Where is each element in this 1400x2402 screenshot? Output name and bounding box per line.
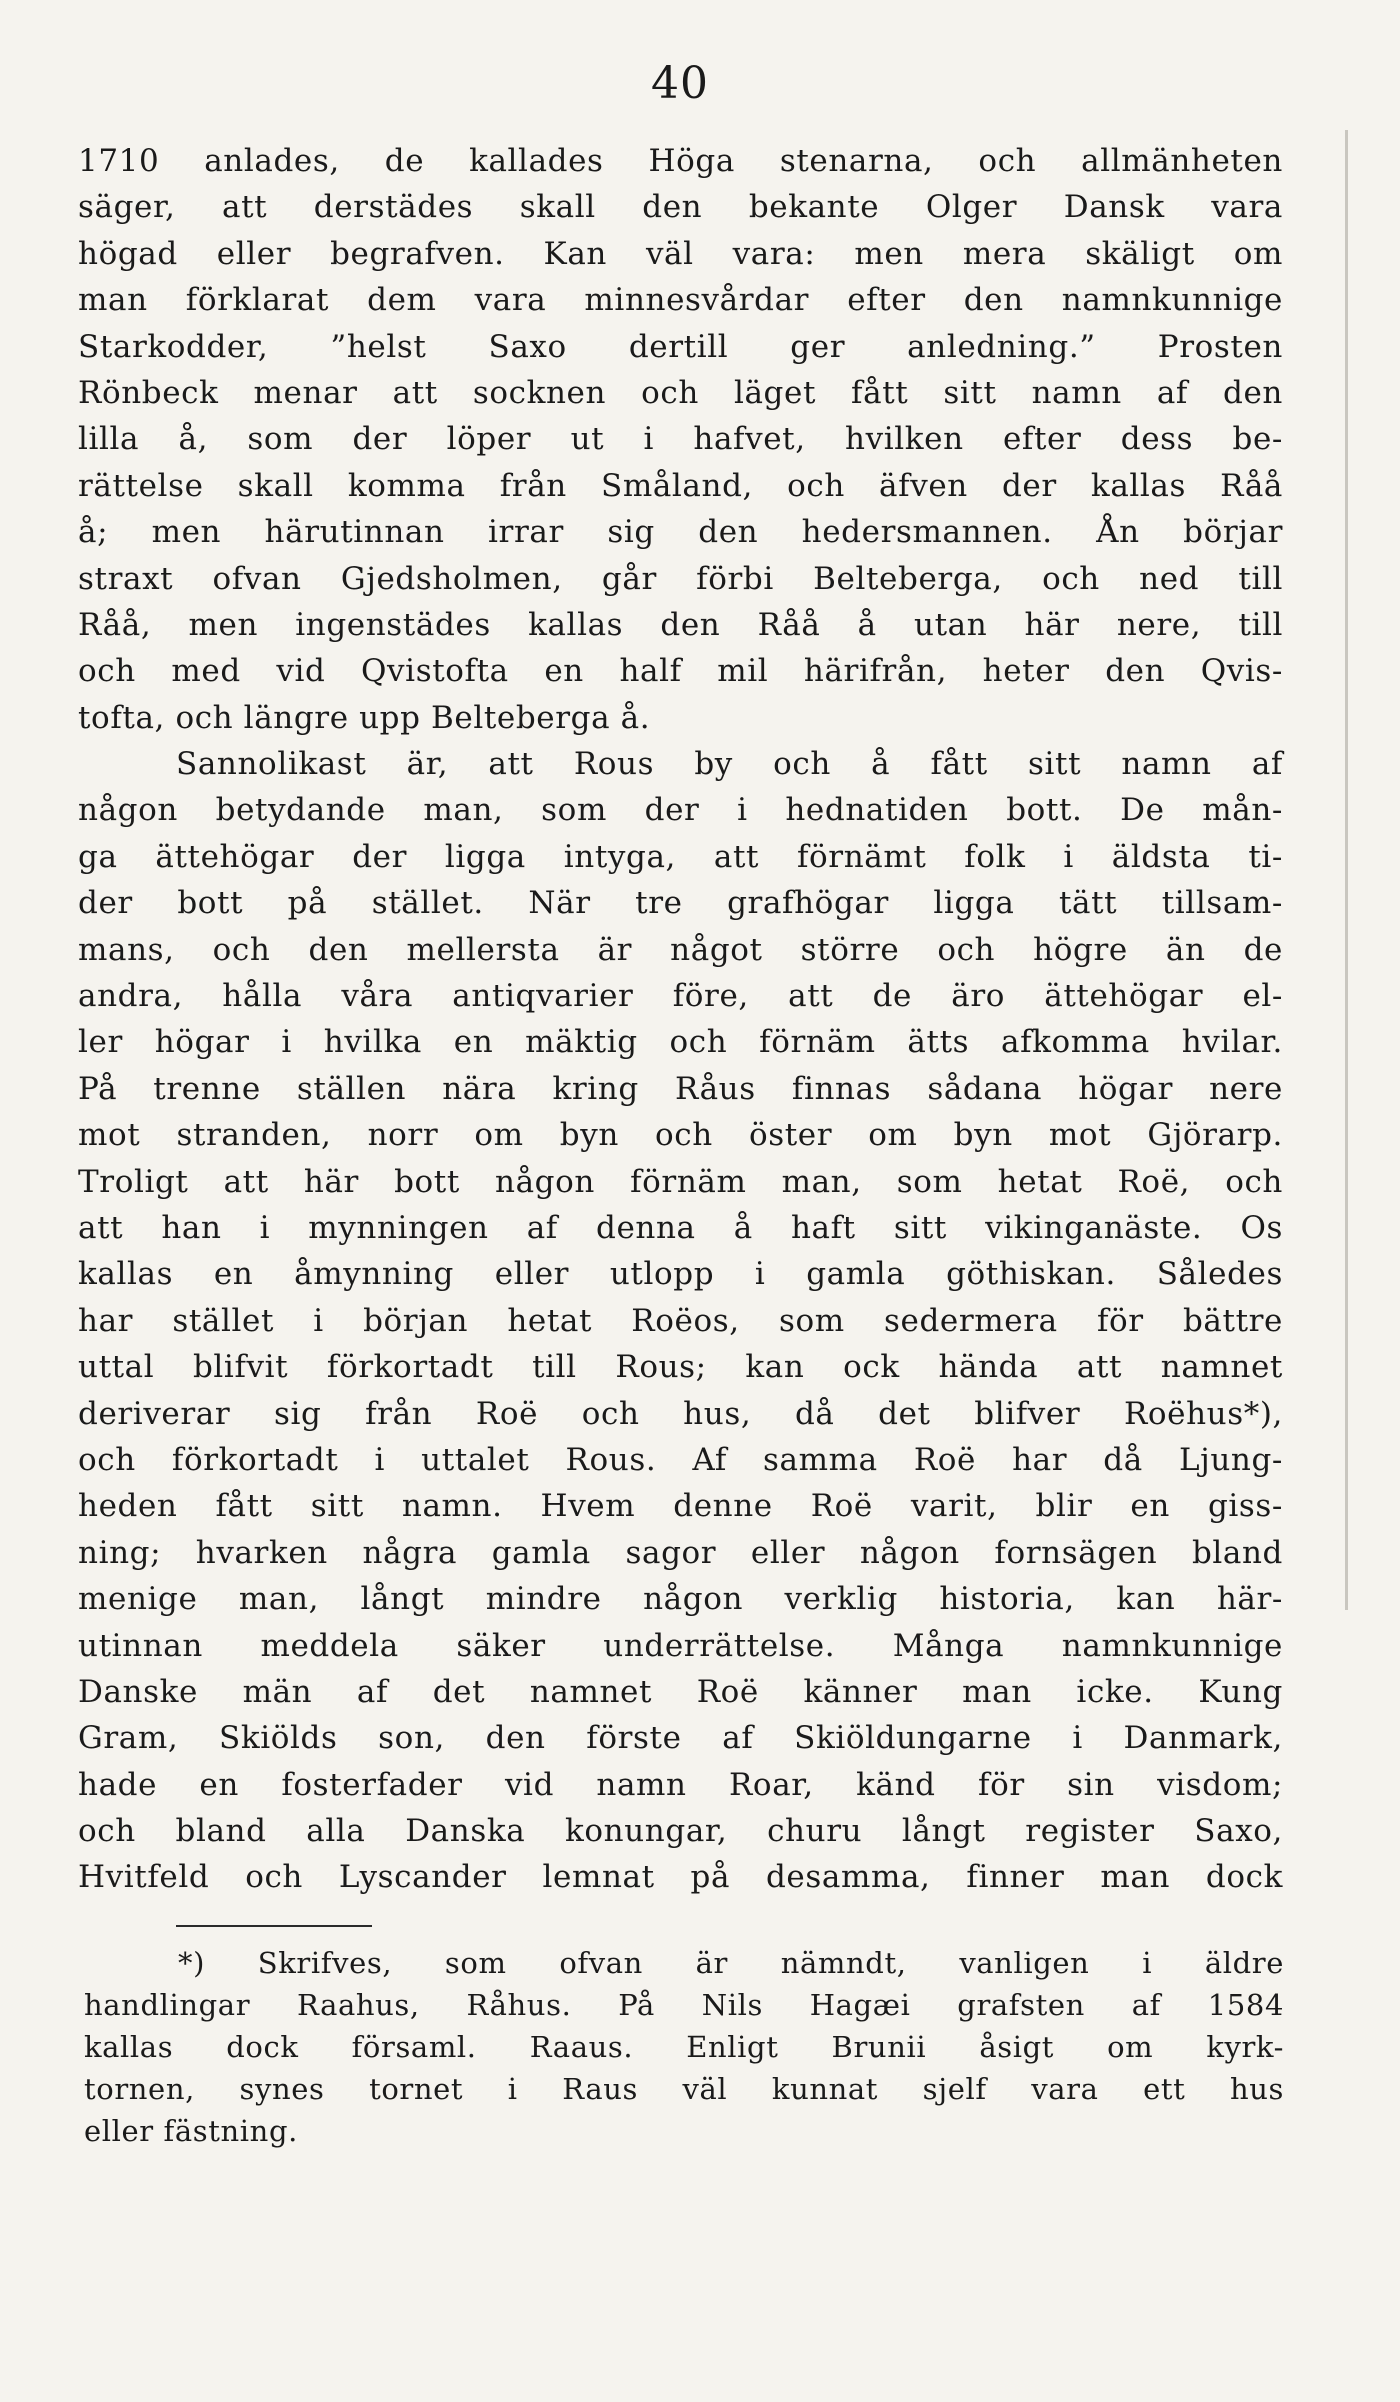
text-line: ning; hvarken några gamla sagor eller någon fornsägen bland: [78, 1534, 1283, 1571]
text-line: ga ättehögar der ligga intyga, att förnämt folk i äldsta ti-: [78, 838, 1283, 875]
text-line: Rönbeck menar att socknen och läget fått sitt namn af den: [78, 374, 1283, 411]
text-line: uttal blifvit förkortadt till Rous; kan ock hända att namnet: [78, 1349, 1283, 1386]
text-line: ler högar i hvilka en mäktig och förnäm ätts afkomma hvilar.: [78, 1024, 1283, 1061]
text-line: der bott på stället. När tre grafhögar ligga tätt tillsam-: [78, 885, 1283, 922]
text-line: Sannolikast är, att Rous by och å fått sitt namn af: [176, 746, 1283, 783]
page-edge-shadow: [1345, 130, 1348, 1610]
text-line: lilla å, som der löper ut i hafvet, hvilken efter dess be-: [78, 421, 1283, 458]
text-line: och förkortadt i uttalet Rous. Af samma Roë har då Ljung-: [78, 1441, 1283, 1478]
text-line: rättelse skall komma från Småland, och äfven der kallas Råå: [78, 467, 1283, 504]
text-line: Troligt att här bott någon förnäm man, som hetat Roë, och: [78, 1163, 1283, 1200]
text-line: att han i mynningen af denna å haft sitt vikinganäste. Os: [78, 1209, 1283, 1246]
text-line: deriverar sig från Roë och hus, då det blifver Roëhus*),: [78, 1395, 1283, 1432]
text-line: 1710 anlades, de kallades Höga stenarna, och allmänheten: [78, 143, 1283, 179]
text-line: och bland alla Danska konungar, churu långt register Saxo,: [78, 1813, 1283, 1850]
text-line: hade en fosterfader vid namn Roar, känd för sin visdom;: [78, 1766, 1283, 1803]
footnote-line: kallas dock församl. Raaus. Enligt Brunii åsigt om kyrk-: [84, 2030, 1284, 2064]
text-line: Starkodder, ”helst Saxo dertill ger anledning.” Prosten: [78, 328, 1283, 365]
footnote-line: handlingar Raahus, Råhus. På Nils Hagæi grafsten af 1584: [84, 1988, 1284, 2022]
text-line: mans, och den mellersta är något större och högre än de: [78, 931, 1283, 968]
text-line: någon betydande man, som der i hednatiden bott. De mån-: [78, 792, 1283, 829]
footnote-line: eller fästning.: [84, 2114, 298, 2148]
text-line: högad eller begrafven. Kan väl vara: men mera skäligt om: [78, 235, 1283, 272]
text-line: straxt ofvan Gjedsholmen, går förbi Belteberga, och ned till: [78, 560, 1283, 597]
text-line: Hvitfeld och Lyscander lemnat på desamma, finner man dock: [78, 1859, 1283, 1896]
footnote-line: *) Skrifves, som ofvan är nämndt, vanligen i äldre: [178, 1946, 1284, 1980]
text-line: kallas en åmynning eller utlopp i gamla göthiskan. Således: [78, 1256, 1283, 1293]
text-line: mot stranden, norr om byn och öster om byn mot Gjörarp.: [78, 1117, 1283, 1154]
text-line: man förklarat dem vara minnesvårdar efter den namnkunnige: [78, 282, 1283, 319]
text-line: säger, att derstädes skall den bekante Olger Dansk vara: [78, 189, 1283, 226]
text-line: Råå, men ingenstädes kallas den Råå å utan här nere, till: [78, 606, 1283, 643]
footnote: [84, 1942, 1284, 2152]
text-line: tofta, och längre upp Belteberga å.: [78, 699, 651, 736]
text-line: utinnan meddela säker underrättelse. Många namnkunnige: [78, 1627, 1283, 1664]
text-line: På trenne ställen nära kring Råus finnas sådana högar nere: [78, 1070, 1283, 1107]
footnote-line: tornen, synes tornet i Raus väl kunnat sjelf vara ett hus: [84, 2072, 1284, 2106]
text-line: heden fått sitt namn. Hvem denne Roë varit, blir en giss-: [78, 1488, 1283, 1525]
text-line: har stället i början hetat Roëos, som sedermera för bättre: [78, 1302, 1283, 1339]
text-line: Danske män af det namnet Roë känner man icke. Kung: [78, 1673, 1283, 1710]
body-text: [78, 138, 1283, 1901]
text-line: Gram, Skiölds son, den förste af Skiöldungarne i Danmark,: [78, 1720, 1283, 1757]
text-line: och med vid Qvistofta en half mil härifrån, heter den Qvis-: [78, 653, 1283, 690]
text-line: menige man, långt mindre någon verklig historia, kan här-: [78, 1581, 1283, 1618]
footnote-rule: [176, 1925, 372, 1927]
text-line: andra, hålla våra antiqvarier före, att de äro ättehögar el-: [78, 978, 1283, 1015]
text-line: å; men härutinnan irrar sig den hedersmannen. Ån börjar: [78, 514, 1283, 551]
page-number: 40: [651, 58, 709, 109]
